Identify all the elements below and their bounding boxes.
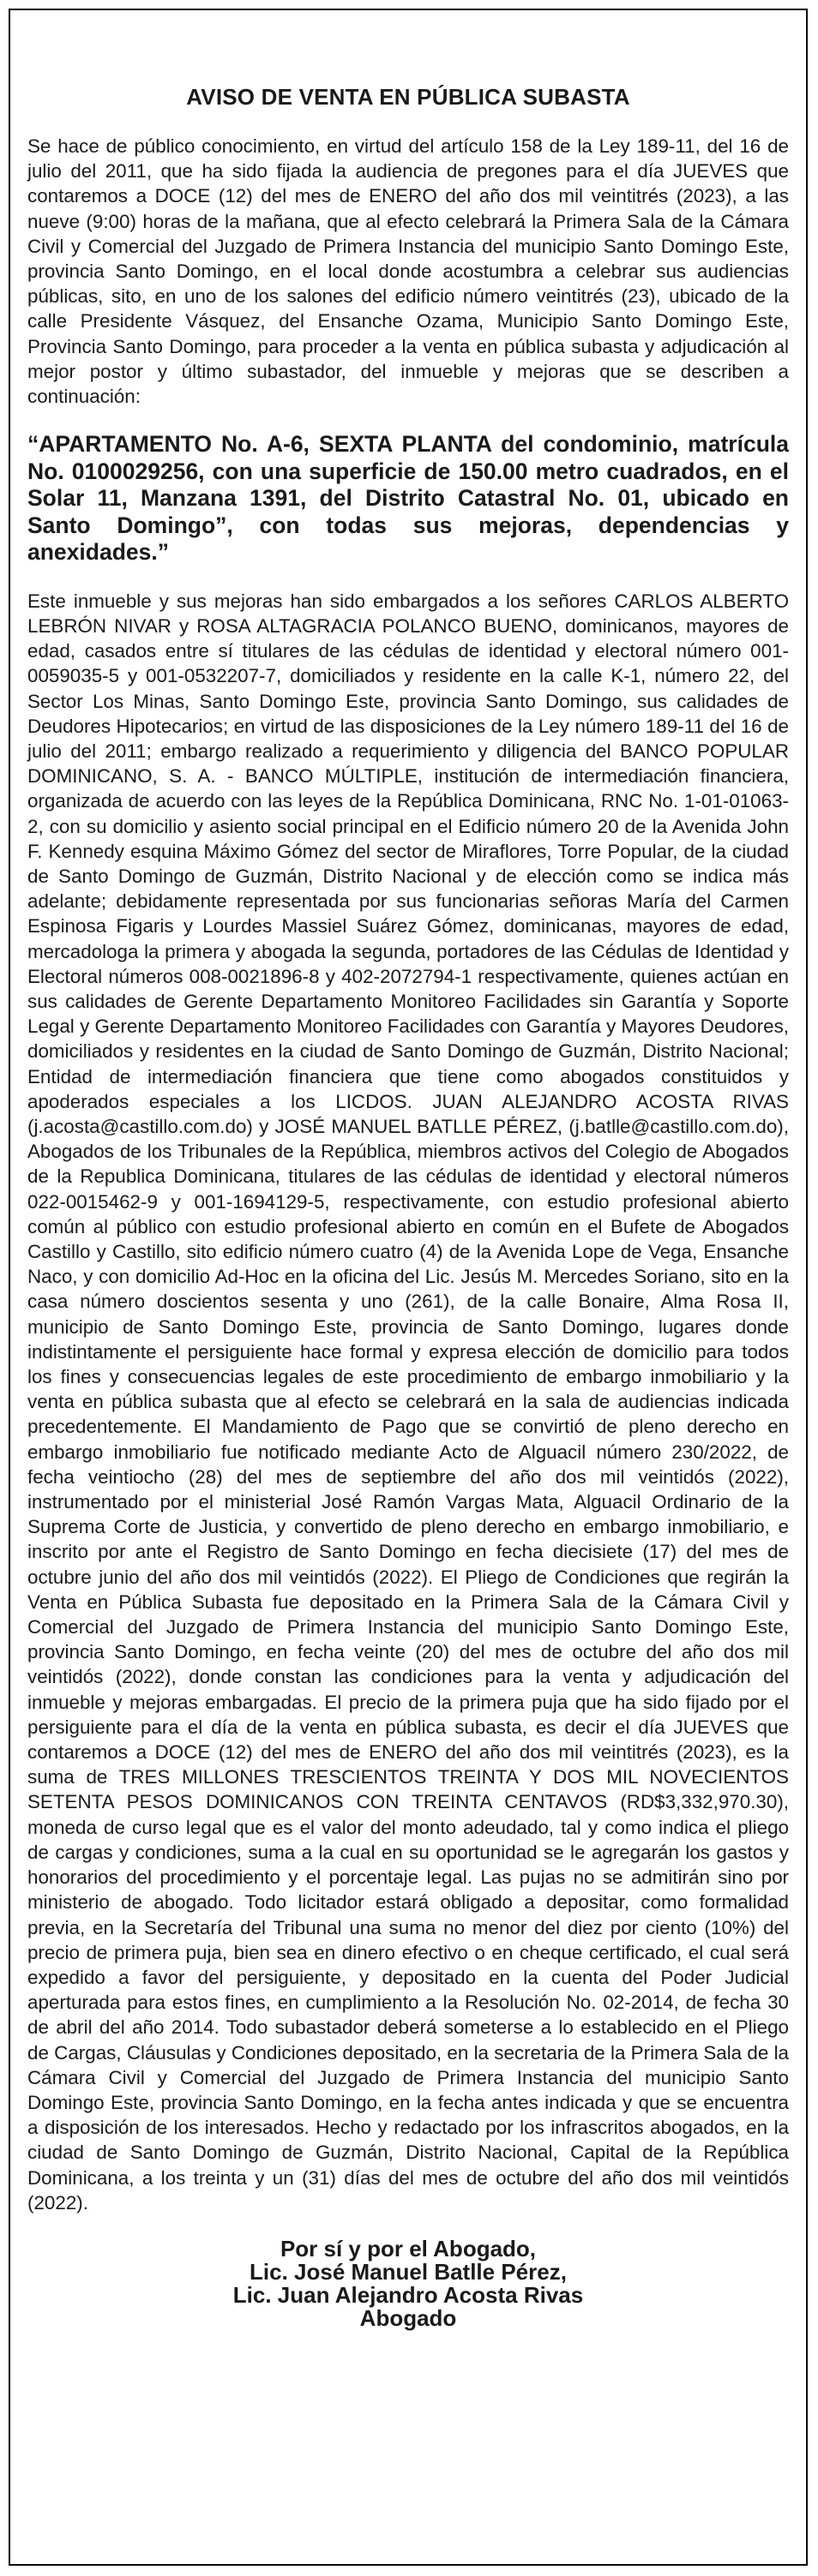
signature-line-1: Por sí y por el Abogado, xyxy=(280,2235,537,2261)
signature-block xyxy=(27,2235,789,2331)
legal-notice-frame xyxy=(9,9,808,2566)
property-description: “APARTAMENTO No. A-6, SEXTA PLANTA del condominio, matrícula No. 0100029256, con una superficie de 150.00 metro cuadrados, en el Solar 11, Manzana 1391, del Distrito Catastral No. 01, ubicado en Santo Domingo”, con todas sus mejoras, dependencias y anexidades.” xyxy=(27,431,789,566)
signature-line-2: Lic. José Manuel Batlle Pérez, xyxy=(250,2258,567,2285)
intro-paragraph: Se hace de público conocimiento, en virtud del artículo 158 de la Ley 189-11, del 16 de julio del 2011, que ha sido fijada la audiencia de pregones para el día JUEVES que contaremos a DOCE (12) del mes de ENERO del año dos mil veintitrés (2023), a las nueve (9:00) horas de la mañana, que al efecto celebrará la Primera Sala de la Cámara Civil y Comercial del Juzgado de Primera Instancia del municipio Santo Domingo Este, provincia Santo Domingo, en el local donde acostumbra a celebrar sus audiencias públicas, sito, en uno de los salones del edificio número veintitrés (23), ubicado de la calle Presidente Vásquez, del Ensanche Ozama, Municipio Santo Domingo Este, Provincia Santo Domingo, para proceder a la venta en pública subasta y adjudicación al mejor postor y último subastador, del inmueble y mejoras que se describen a continuación: xyxy=(27,135,789,408)
signature-line-4: Abogado xyxy=(359,2304,457,2331)
notice-content xyxy=(27,10,789,2330)
notice-title: AVISO DE VENTA EN PÚBLICA SUBASTA xyxy=(186,84,630,110)
signature-line-3: Lic. Juan Alejandro Acosta Rivas xyxy=(232,2281,584,2308)
body-paragraph: Este inmueble y sus mejoras han sido embargados a los señores CARLOS ALBERTO LEBRÓN NIVAR y ROSA ALTAGRACIA POLANCO BUENO, dominicanos, mayores de edad, casados entre sí titulares de las cédulas de identidad y electoral número 001-0059035-5 y 001-0532207-7, domiciliados y residente en la calle K-1, número 22, del Sector Los Minas, Santo Domingo Este, provincia Santo Domingo, sus calidades de Deudores Hipotecarios; en virtud de las disposiciones de la Ley número 189-11 del 16 de julio del 2011; embargo realizado a requerimiento y diligencia del BANCO POPULAR DOMINICANO, S. A. - BANCO MÚLTIPLE, institución de intermediación financiera, organizada de acuerdo con las leyes de la República Dominicana, RNC No. 1-01-01063-2, con su domicilio y asiento social principal en el Edificio número 20 de la Avenida John F. Kennedy esquina Máximo Gómez del sector de Miraflores, Torre Popular, de la ciudad de Santo Domingo de Guzmán, Distrito Nacional y de elección como se indica más adelante; debidamente representada por sus funcionarias señoras María del Carmen Espinosa Figaris y Lourdes Massiel Suárez Gómez, dominicanas, mayores de edad, mercadologa la primera y abogada la segunda, portadores de las Cédulas de Identidad y Electoral números 008-0021896-8 y 402-2072794-1 respectivamente, quienes actúan en sus calidades de Gerente Departamento Monitoreo Facilidades sin Garantía y Soporte Legal y Gerente Departamento Monitoreo Facilidades con Garantía y Mayores Deudores, domiciliados y residentes en la ciudad de Santo Domingo de Guzmán, Distrito Nacional; Entidad de intermediación financiera que tiene como abogados constituidos y apoderados especiales a los LICDOS. JUAN ALEJANDRO ACOSTA RIVAS (j.acosta@castillo.com.do) y JOSÉ MANUEL BATLLE PÉREZ, (j.batlle@castillo.com.do), Abogados de los Tribunales de la República, miembros activos del Colegio de Abogados de la Republica Dominicana, titulares de las cédulas de identidad y electoral números 022-0015462-9 y 001-1694129-5, respectivamente, con estudio profesional abierto común al público con estudio profesional abierto en común en el Bufete de Abogados Castillo y Castillo, sito edificio número cuatro (4) de la Avenida Lope de Vega, Ensanche Naco, y con domicilio Ad-Hoc en la oficina del Lic. Jesús M. Mercedes Soriano, sito en la casa número doscientos sesenta y uno (261), de la calle Bonaire, Alma Rosa II, municipio de Santo Domingo Este, provincia de Santo Domingo, lugares donde indistintamente el persiguiente hace formal y expresa elección de domicilio para todos los fines y consecuencias legales de este procedimiento de embargo inmobiliario y la venta en pública subasta que al efecto se celebrará en la sala de audiencias indicada precedentemente. El Mandamiento de Pago que se convirtió de pleno derecho en embargo inmobiliario fue notificado mediante Acto de Alguacil número 230/2022, de fecha veintiocho (28) del mes de septiembre del año dos mil veintidós (2022), instrumentado por el ministerial José Ramón Vargas Mata, Alguacil Ordinario de la Suprema Corte de Justicia, y convertido de pleno derecho en embargo inmobiliario, e inscrito por ante el Registro de Santo Domingo en fecha diecisiete (17) del mes de octubre junio del año dos mil veintidós (2022). El Pliego de Condiciones que regirán la Venta en Pública Subasta fue depositado en la Primera Sala de la Cámara Civil y Comercial del Juzgado de Primera Instancia del municipio Santo Domingo Este, provincia Santo Domingo, en fecha veinte (20) del mes de octubre del año dos mil veintidós (2022), donde constan las condiciones para la venta y adjudicación del inmueble y mejoras embargadas. El precio de la primera puja que ha sido fijado por el persiguiente para el día de la venta en pública subasta, es decir el día JUEVES que contaremos a DOCE (12) del mes de ENERO del año dos mil veintitrés (2023), es la suma de TRES MILLONES TRESCIENTOS TREINTA Y DOS MIL NOVECIENTOS SETENTA PESOS DOMINICANOS CON TREINTA CENTAVOS (RD$3,332,970.30), moneda de curso legal que es el valor del monto adeudado, tal y como indica el pliego de cargas y condiciones, suma a la cual en su oportunidad se le agregarán los gastos y honorarios del procedimiento y el porcentaje legal. Las pujas no se admitirán sino por ministerio de abogado. Todo licitador estará obligado a depositar, como formalidad previa, en la Secretaría del Tribunal una suma no menor del diez por ciento (10%) del precio de primera puja, bien sea en dinero efectivo o en cheque certificado, el cual será expedido a favor del persiguiente, y depositado en la cuenta del Poder Judicial aperturada para estos fines, en cumplimiento a la Resolución No. 02-2014, de fecha 30 de abril del año 2014. Todo subastador deberá someterse a lo establecido en el Pliego de Cargas, Cláusulas y Condiciones depositado, en la secretaria de la Primera Sala de la Cámara Civil y Comercial del Juzgado de Primera Instancia del municipio Santo Domingo Este, provincia Santo Domingo, en la fecha antes indicada y que se encuentra a disposición de los interesados. Hecho y redactado por los infrascritos abogados, en la ciudad de Santo Domingo de Guzmán, Distrito Nacional, Capital de la República Dominicana, a los treinta y un (31) días del mes de octubre del año dos mil veintidós (2022). xyxy=(27,590,789,2214)
